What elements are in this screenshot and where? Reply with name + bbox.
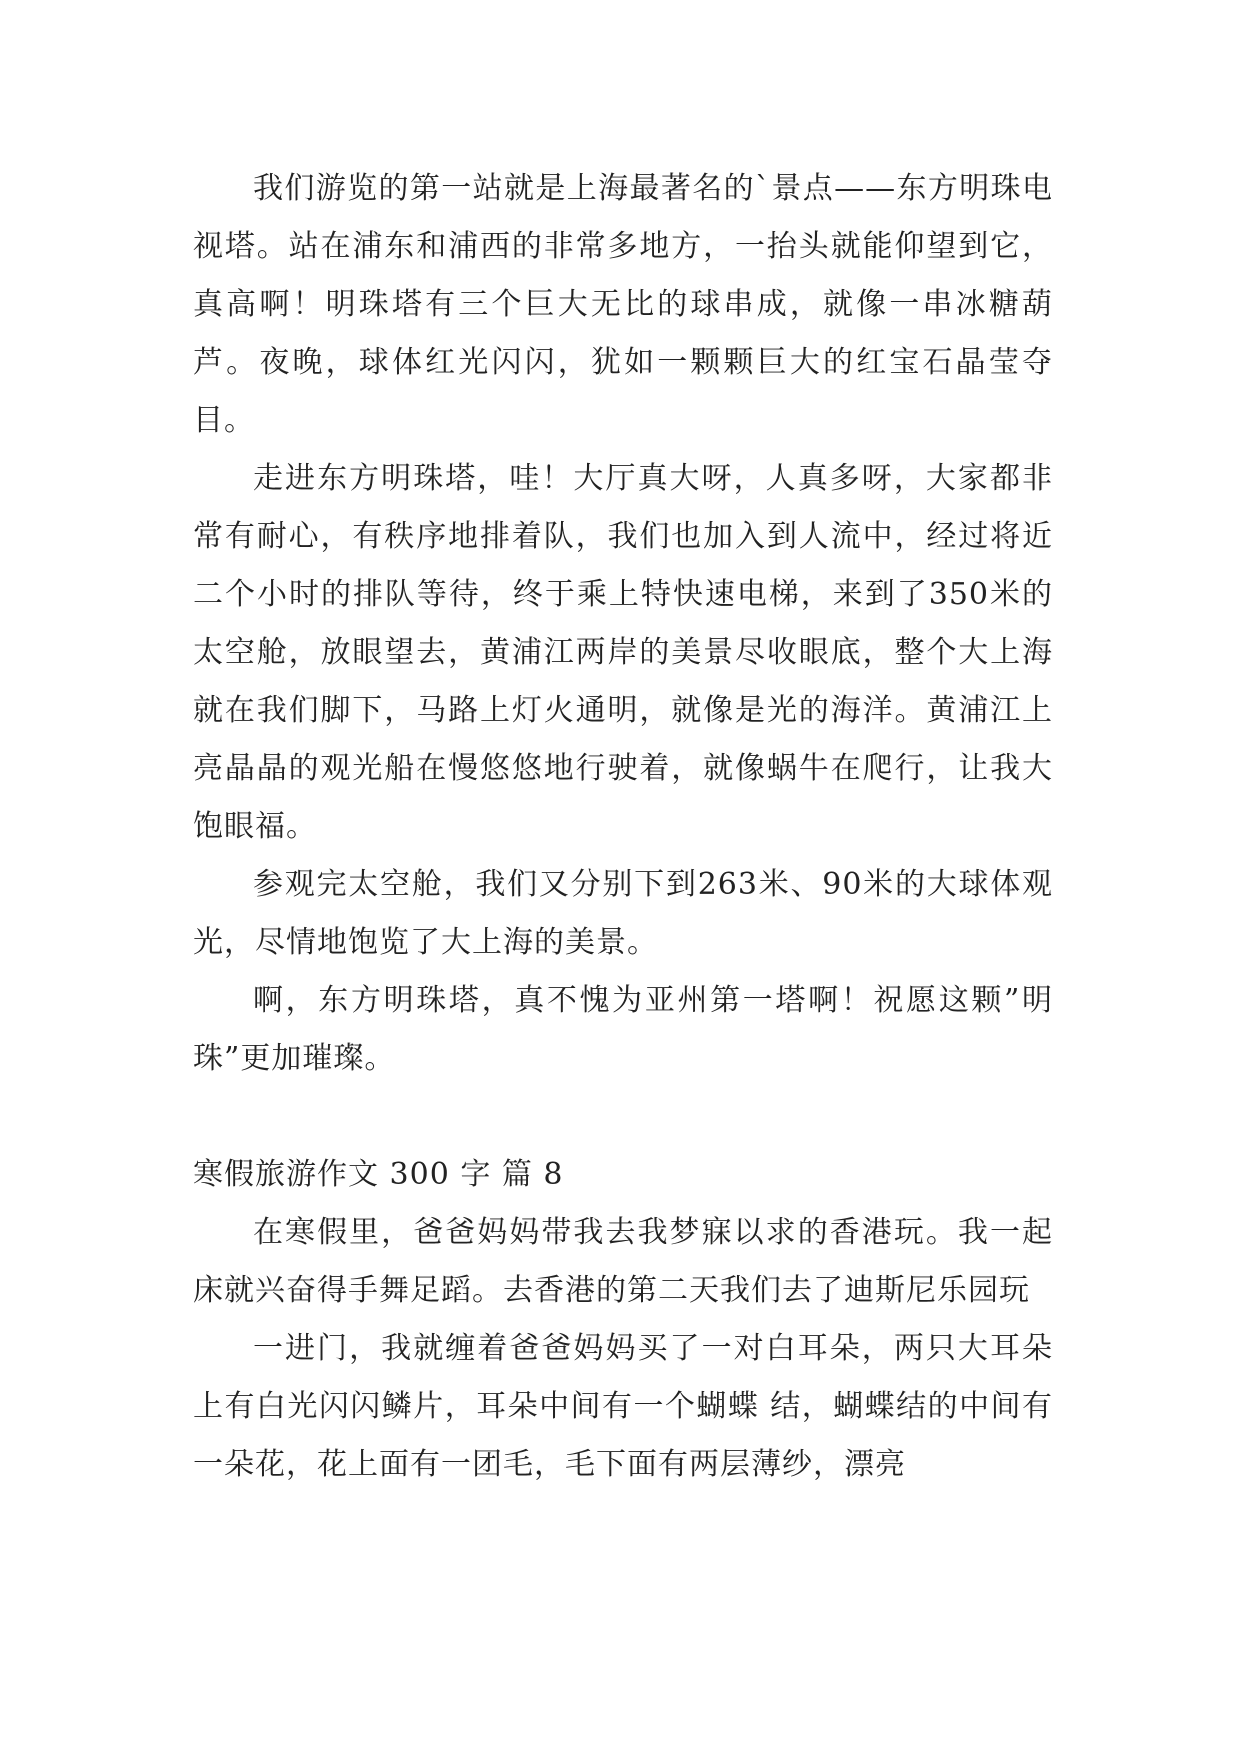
document-page (193, 160, 1053, 1494)
paragraph-pearl-tower-intro: 我们游览的第一站就是上海最著名的`景点——东方明珠电视塔。站在浦东和浦西的非常多地方，一抬头就能仰望到它，真高啊！明珠塔有三个巨大无比的球串成，就像一串冰糖葫芦。夜晚，球体红光闪闪，犹如一颗颗巨大的红宝石晶莹夺目。 (193, 171, 1053, 438)
paragraph-pearl-tower-closing: 啊，东方明珠塔，真不愧为亚州第一塔啊！祝愿这颗”明珠”更加璀璨。 (193, 983, 1053, 1076)
paragraph-hongkong-intro: 在寒假里，爸爸妈妈带我去我梦寐以求的香港玩。我一起床就兴奋得手舞足蹈。去香港的第二天我们去了迪斯尼乐园玩 (193, 1215, 1053, 1308)
paragraph-hongkong-ears: 一进门，我就缠着爸爸妈妈买了一对白耳朵，两只大耳朵上有白光闪闪鳞片，耳朵中间有一个蝴蝶 结，蝴蝶结的中间有一朵花，花上面有一团毛，毛下面有两层薄纱，漂亮 (193, 1331, 1053, 1482)
section-heading: 寒假旅游作文 300 字 篇 8 (193, 1157, 564, 1192)
paragraph-pearl-tower-spheres: 参观完太空舱，我们又分别下到263米、90米的大球体观光，尽情地饱览了大上海的美景。 (193, 867, 1053, 960)
paragraph-pearl-tower-inside: 走进东方明珠塔，哇！大厅真大呀，人真多呀，大家都非常有耐心，有秩序地排着队，我们也加入到人流中，经过将近二个小时的排队等待，终于乘上特快速电梯，来到了350米的太空舱，放眼望去，黄浦江两岸的美景尽收眼底，整个大上海就在我们脚下，马路上灯火通明，就像是光的海洋。黄浦江上亮晶晶的观光船在慢悠悠地行驶着，就像蜗牛在爬行，让我大饱眼福。 (193, 461, 1053, 844)
